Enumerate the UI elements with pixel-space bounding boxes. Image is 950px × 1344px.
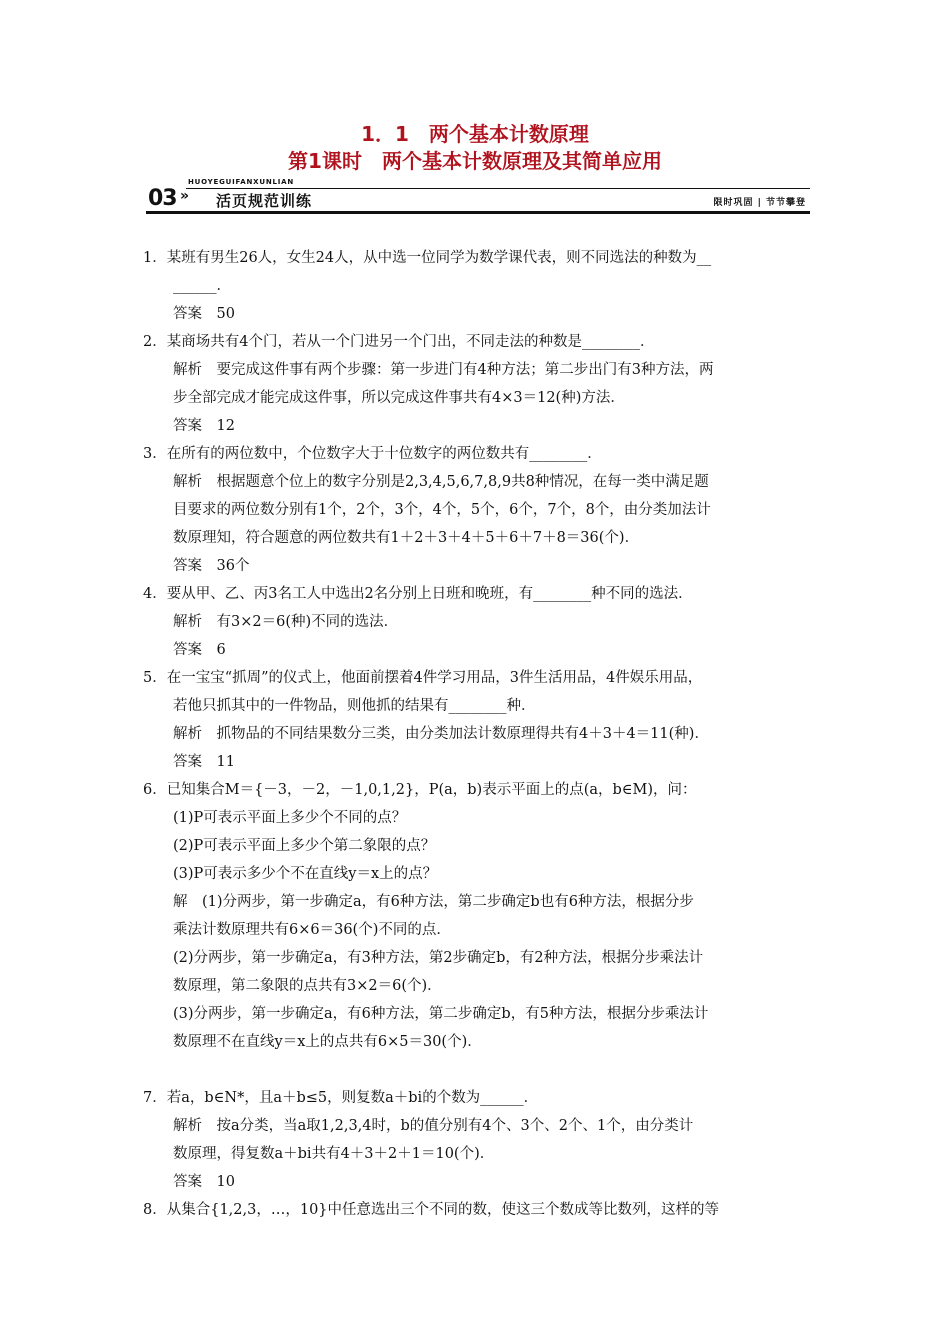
question-4: 4．要从甲、乙、丙3名工人中选出2名分别上日班和晚班，有________种不同的选法． bbox=[143, 586, 693, 602]
exercise-content bbox=[143, 244, 813, 1224]
answer-7: 答案 10 bbox=[173, 1174, 235, 1190]
spacer bbox=[143, 1056, 813, 1084]
analysis-7: 解析 按a分类，当a取1,2,3,4时，b的值分别有4个、3个、2个、1个，由分类计 bbox=[173, 1118, 694, 1134]
solution-6-part3: (3)分两步，第一步确定a，有6种方法，第二步确定b，有5种方法，根据分步乘法计 bbox=[173, 1006, 709, 1022]
question-6-part3: (3)P可表示多少个不在直线y＝x上的点？ bbox=[173, 866, 438, 882]
title-block bbox=[0, 121, 950, 175]
question-1: 1．某班有男生26人，女生24人，从中选一位同学为数学课代表，则不同选法的种数为__ bbox=[143, 250, 712, 266]
question-6-part2: (2)P可表示平面上多少个第二象限的点？ bbox=[173, 838, 436, 854]
banner-pinyin: HUOYEGUIFANXUNLIAN bbox=[188, 178, 295, 186]
answer-5: 答案 11 bbox=[173, 754, 235, 770]
solution-6: 解 (1)分两步，第一步确定a，有6种方法，第二步确定b也有6种方法，根据分步 bbox=[173, 894, 694, 910]
analysis-5: 解析 抓物品的不同结果数分三类，由分类加法计数原理得共有4＋3＋4＝11(种)． bbox=[173, 726, 709, 742]
question-5-cont: 若他只抓其中的一件物品，则他抓的结果有________种． bbox=[173, 698, 536, 714]
solution-6-part2: (2)分两步，第一步确定a，有3种方法，第2步确定b，有2种方法，根据分步乘法计 bbox=[173, 950, 704, 966]
solution-6-part2-cont: 数原理，第二象限的点共有3×2＝6(个)． bbox=[173, 978, 442, 994]
question-1-cont: ______． bbox=[173, 278, 231, 294]
banner-number: 03 bbox=[148, 186, 177, 211]
section-title: 1．1 两个基本计数原理 bbox=[361, 122, 589, 146]
question-6-part1: (1)P可表示平面上多少个不同的点？ bbox=[173, 810, 407, 826]
solution-6-cont: 乘法计数原理共有6×6＝36(个)不同的点． bbox=[173, 922, 451, 938]
banner-right-text: 限时巩固 | 节节攀登 bbox=[713, 198, 806, 208]
question-8: 8．从集合{1,2,3，…，10}中任意选出三个不同的数，使这三个数成等比数列，这样的等 bbox=[143, 1202, 720, 1218]
banner-label: 活页规范训练 bbox=[216, 192, 313, 210]
analysis-3-cont: 数原理知，符合题意的两位数共有1＋2＋3＋4＋5＋6＋7＋8＝36(个)． bbox=[173, 530, 640, 546]
answer-4: 答案 6 bbox=[173, 642, 226, 658]
lesson-title: 第1课时 两个基本计数原理及其简单应用 bbox=[288, 149, 662, 173]
answer-3: 答案 36个 bbox=[173, 558, 250, 574]
question-2: 2．某商场共有4个门，若从一个门进另一个门出，不同走法的种数是________． bbox=[143, 334, 655, 350]
banner-thick-rule bbox=[146, 211, 810, 214]
analysis-7-cont: 数原理，得复数a＋bi共有4＋3＋2＋1＝10(个)． bbox=[173, 1146, 495, 1162]
question-3: 3．在所有的两位数中，个位数字大于十位数字的两位数共有________． bbox=[143, 446, 602, 462]
banner-thin-rule bbox=[186, 188, 810, 189]
question-7: 7．若a，b∈N*，且a＋b≤5，则复数a＋bi的个数为______． bbox=[143, 1090, 539, 1106]
solution-6-part3-cont: 数原理不在直线y＝x上的点共有6×5＝30(个)． bbox=[173, 1034, 482, 1050]
analysis-4: 解析 有3×2＝6(种)不同的选法． bbox=[173, 614, 399, 630]
question-5: 5．在一宝宝“抓周”的仪式上，他面前摆着4件学习用品，3件生活用品，4件娱乐用品， bbox=[143, 670, 703, 686]
answer-1: 答案 50 bbox=[173, 306, 235, 322]
analysis-3: 解析 根据题意个位上的数字分别是2,3,4,5,6,7,8,9共8种情况，在每一类中满足题 bbox=[173, 474, 709, 490]
chevron-icon: » bbox=[180, 188, 190, 204]
analysis-2-cont: 步全部完成才能完成这件事，所以完成这件事共有4×3＝12(种)方法． bbox=[173, 390, 625, 406]
question-6: 6．已知集合M＝{－3，－2，－1,0,1,2}，P(a，b)表示平面上的点(a，b∈M)，问： bbox=[143, 782, 697, 798]
answer-2: 答案 12 bbox=[173, 418, 235, 434]
analysis-3-cont: 目要求的两位数分别有1个，2个，3个，4个，5个，6个，7个，8个，由分类加法计 bbox=[173, 502, 711, 518]
section-banner bbox=[146, 178, 810, 214]
analysis-2: 解析 要完成这件事有两个步骤：第一步进门有4种方法；第二步出门有3种方法，两 bbox=[173, 362, 714, 378]
